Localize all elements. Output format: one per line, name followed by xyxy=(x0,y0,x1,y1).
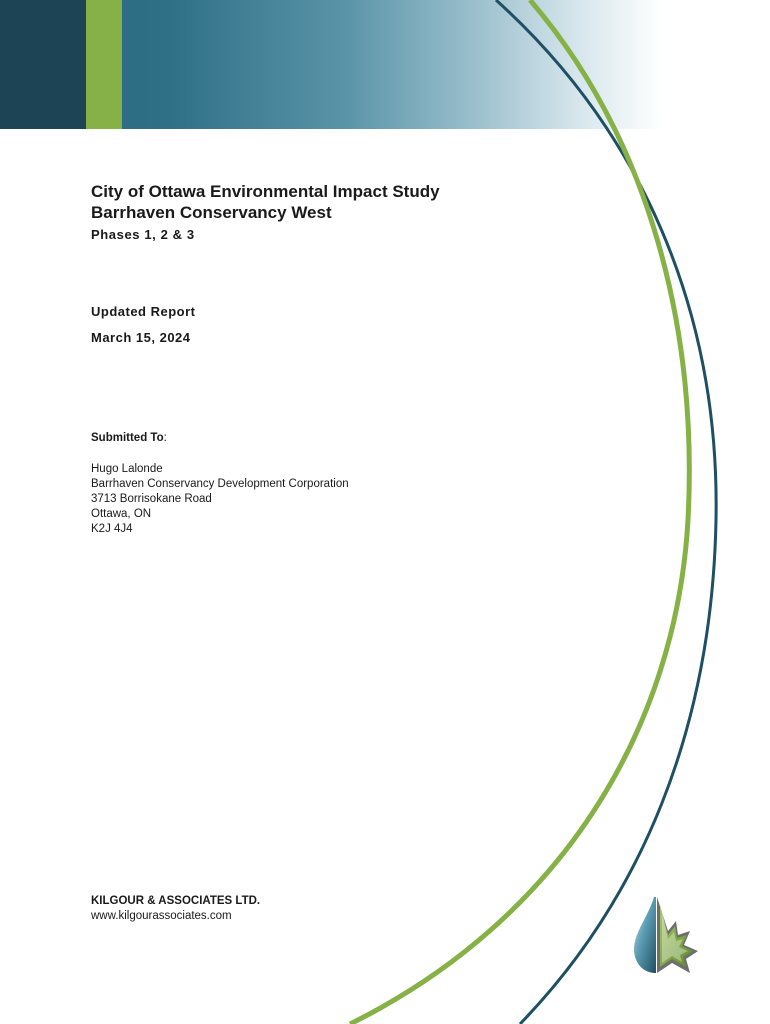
recipient-organization: Barrhaven Conservancy Development Corporation xyxy=(91,478,349,490)
company-name: KILGOUR & ASSOCIATES LTD. xyxy=(91,895,261,907)
report-type: Updated Report xyxy=(91,304,196,319)
title-block xyxy=(91,181,440,242)
water-drop-maple-leaf-logo-icon xyxy=(626,895,700,977)
recipient-name: Hugo Lalonde xyxy=(91,463,163,475)
submitted-to-colon: : xyxy=(163,432,167,444)
green-arc xyxy=(350,0,689,1024)
recipient-postal-code: K2J 4J4 xyxy=(91,523,133,535)
report-phases: Phases 1, 2 & 3 xyxy=(91,227,195,242)
company-info xyxy=(91,894,260,924)
submitted-to-label xyxy=(91,432,167,444)
recipient-street: 3713 Borrisokane Road xyxy=(91,493,212,505)
recipient-city: Ottawa, ON xyxy=(91,508,152,520)
report-date: March 15, 2024 xyxy=(91,330,191,345)
report-title-line1: City of Ottawa Environmental Impact Study xyxy=(91,182,440,201)
report-info xyxy=(91,304,196,346)
company-website: www.kilgourassociates.com xyxy=(91,910,232,922)
report-title-line2: Barrhaven Conservancy West xyxy=(91,203,332,222)
header-dark-block xyxy=(0,0,86,129)
submitted-to-heading: Submitted To xyxy=(91,432,164,444)
dark-arc xyxy=(496,0,716,1024)
recipient-address xyxy=(91,462,349,537)
header-green-stripe xyxy=(86,0,122,129)
